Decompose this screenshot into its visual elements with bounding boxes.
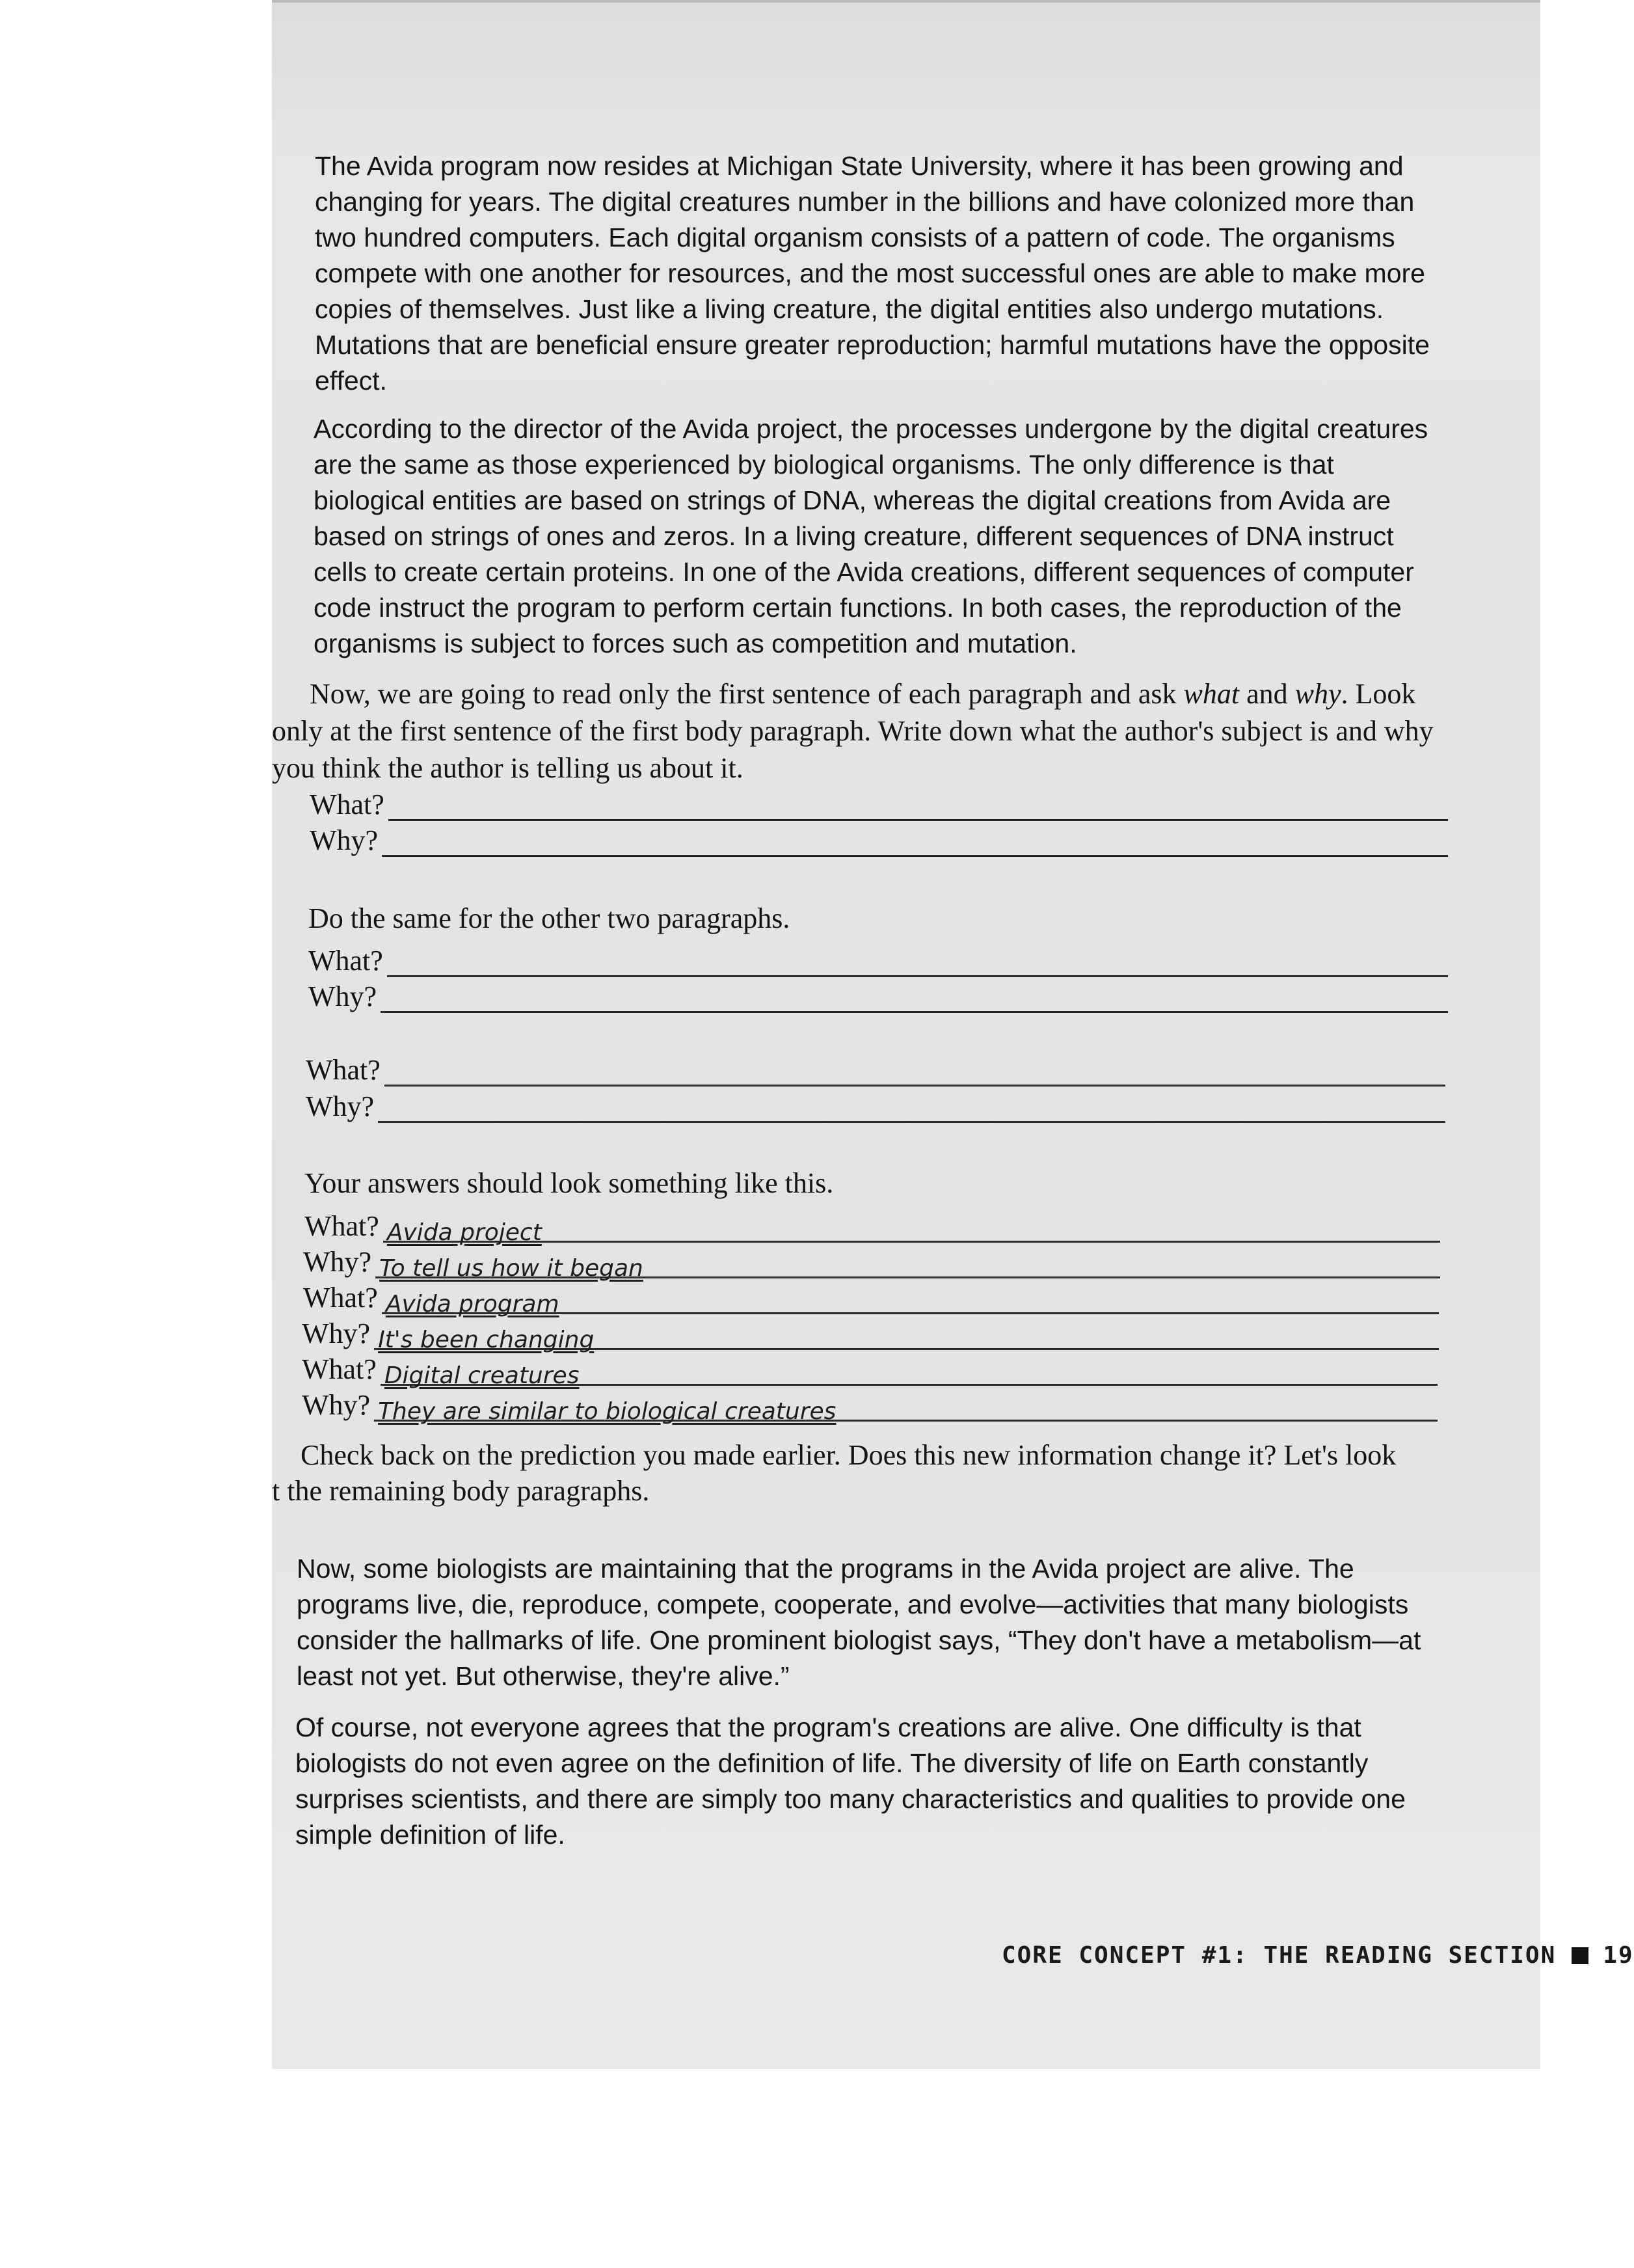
what-row-3[interactable] [306, 1051, 1445, 1087]
what-label: What? [302, 1353, 377, 1385]
why-row-2[interactable] [308, 977, 1448, 1013]
answer-line [383, 1211, 1440, 1246]
square-bullet-icon [1572, 1947, 1588, 1964]
answer-line[interactable] [388, 789, 1448, 821]
and-word: and [1239, 678, 1295, 710]
footer-section-title: CORE CONCEPT #1: THE READING SECTION [1002, 1942, 1557, 1969]
sample-what-row-3 [302, 1350, 1438, 1389]
why-row-3[interactable] [306, 1087, 1445, 1123]
why-label: Why? [306, 1090, 375, 1122]
check-back-continued: t the remaining body paragraphs. [272, 1475, 650, 1507]
answer-line [374, 1318, 1439, 1353]
sample-what-row-2 [303, 1278, 1439, 1317]
passage-paragraph-3: Now, some biologists are maintaining that the programs in the Avida project are alive. The programs live, die, reproduce, compete, cooperate, and evolve—activities that many biologists consider the hallmarks of life. One prominent biologist says, “They don't have a metabolism—at least not yet. But otherwise, they're alive.” [297, 1554, 1421, 1691]
why-label: Why? [302, 1389, 371, 1421]
same-for-others-text: Do the same for the other two paragraphs. [308, 902, 790, 934]
why-label: Why? [310, 824, 379, 856]
answer-line[interactable] [378, 1091, 1445, 1123]
what-label: What? [304, 1210, 379, 1242]
what-row-2[interactable] [308, 941, 1448, 977]
answer-line[interactable] [387, 945, 1448, 977]
answer-line [382, 1282, 1439, 1317]
handwritten-answer: To tell us how it began [379, 1255, 643, 1282]
answer-line [381, 1354, 1438, 1389]
instructions-intro-end: . Look only at the first sentence of the first body paragraph. Write down what the author's subject is and why you think the author is telling us about it. [272, 678, 1434, 784]
answer-line[interactable] [381, 981, 1448, 1013]
sample-why-row-3 [302, 1386, 1438, 1425]
handwritten-answer: Avida program [385, 1291, 559, 1317]
answer-line[interactable] [382, 825, 1448, 857]
page-footer [1002, 1942, 1634, 1969]
why-label: Why? [303, 1246, 372, 1278]
sample-what-row-1 [304, 1207, 1440, 1246]
what-label: What? [310, 789, 384, 820]
answer-line [374, 1390, 1438, 1425]
passage-paragraph-4: Of course, not everyone agrees that the program's creations are alive. One difficulty is that biologists do not even agree on the definition of life. The diversity of life on Earth constantly surprises scientists, and there are simply too many characteristics and qualities to provide one simple definition of life. [295, 1712, 1406, 1850]
instructions-intro-start: Now, we are going to read only the first sentence of each paragraph and ask [310, 678, 1184, 710]
what-label: What? [306, 1054, 381, 1086]
why-label: Why? [308, 980, 377, 1012]
handwritten-answer: Avida project [386, 1219, 542, 1246]
what-label: What? [303, 1282, 378, 1314]
what-row-1[interactable] [310, 785, 1448, 821]
why-label: Why? [302, 1317, 371, 1349]
passage-paragraph-2: According to the director of the Avida project, the processes undergone by the digital creatures are the same as those experienced by biological organisms. The only difference is that biological entities are based on strings of DNA, whereas the digital creations from Avida are based on strings of ones and zeros. In a living creature, different sequences of DNA instruct cells to create certain proteins. In one of the Avida creations, different sequences of computer code instruct the program to perform certain functions. In both cases, the reproduction of the organisms is subject to forces such as competition and mutation. [314, 414, 1428, 658]
why-word: why [1294, 678, 1341, 710]
sample-why-row-1 [303, 1243, 1440, 1282]
what-label: What? [308, 945, 383, 977]
passage-paragraph-1: The Avida program now resides at Michigan State University, where it has been growing and changing for years. The digital creatures number in the billions and have colonized more than two hundred computers. Each digital organism consists of a pattern of code. The organisms compete with one another for resources, and the most successful ones are able to make more copies of themselves. Just like a living creature, the digital entities also undergo mutations. Mutations that are beneficial ensure greater reproduction; harmful mutations have the opposite effect. [315, 151, 1430, 396]
why-row-1[interactable] [310, 821, 1448, 857]
page-number: 19 [1603, 1942, 1634, 1969]
answers-intro-text: Your answers should look something like this. [304, 1167, 834, 1199]
page-top-edge [272, 0, 1540, 3]
sample-why-row-2 [302, 1314, 1439, 1353]
answer-line [375, 1247, 1440, 1282]
instructions-paragraph [272, 675, 1469, 787]
handwritten-answer: Digital creatures [384, 1362, 580, 1389]
answer-line[interactable] [384, 1055, 1445, 1087]
handwritten-answer: It's been changing [378, 1327, 595, 1353]
what-word: what [1183, 678, 1240, 710]
handwritten-answer: They are similar to biological creatures [378, 1398, 837, 1425]
check-back-text: Check back on the prediction you made earlier. Does this new information change it? Let's look [301, 1439, 1397, 1471]
